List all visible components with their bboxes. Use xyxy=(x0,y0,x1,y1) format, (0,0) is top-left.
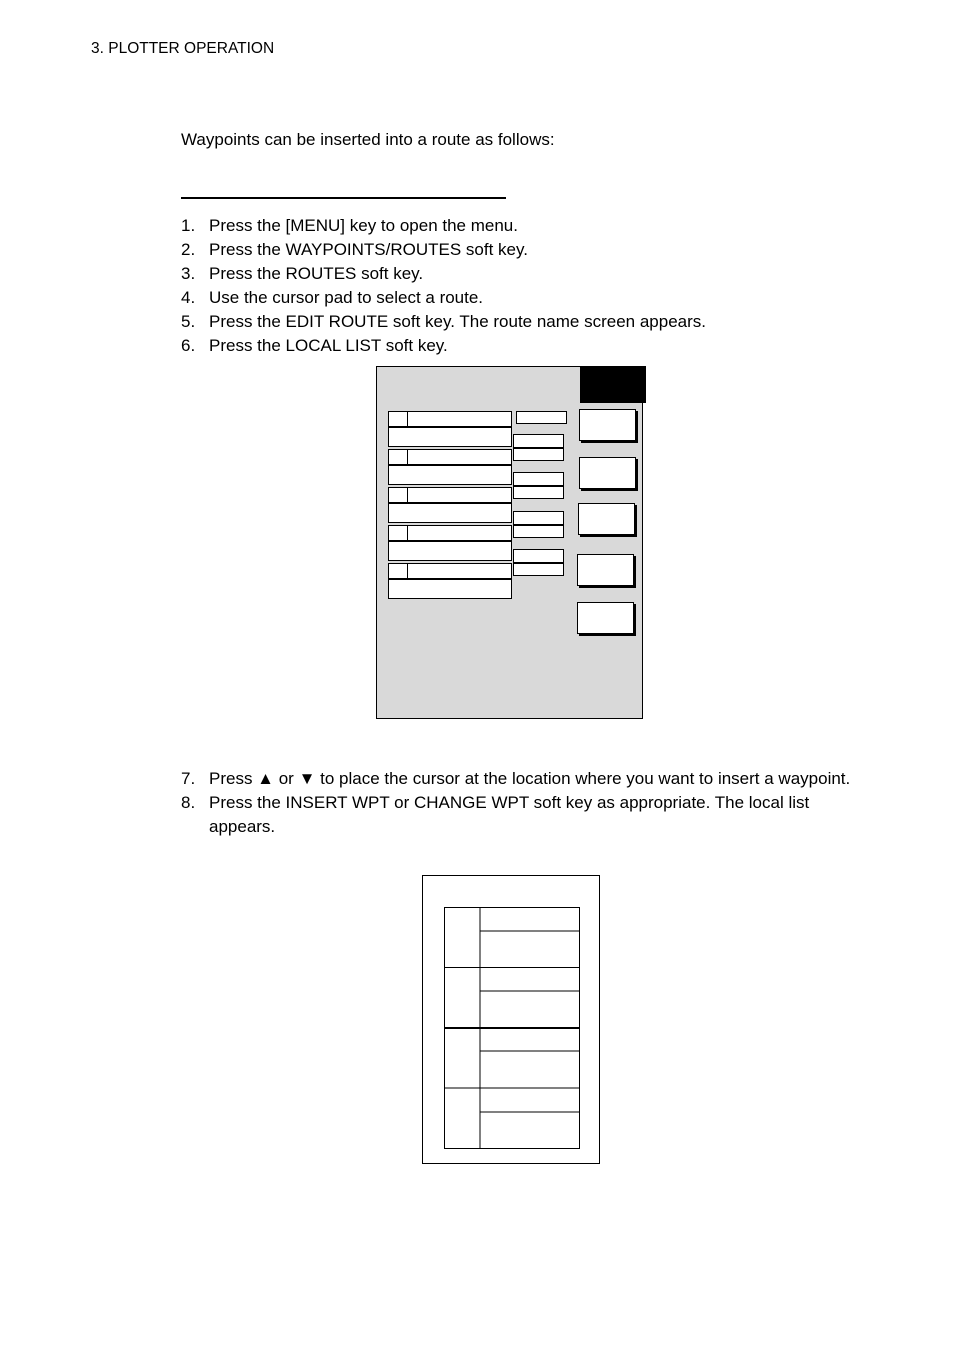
step-7 xyxy=(181,767,861,791)
value-cell xyxy=(516,411,567,424)
value-cell xyxy=(513,448,564,461)
step-text: Press the INSERT WPT or CHANGE WPT soft key as appropriate. The local list appears. xyxy=(209,793,810,836)
step-3 xyxy=(181,262,861,286)
step-number: 4. xyxy=(181,288,196,307)
step-text: Press the [MENU] key to open the menu. xyxy=(209,216,518,235)
step-list-2 xyxy=(181,767,861,839)
value-cell xyxy=(513,472,564,486)
local-list-grid-lines xyxy=(444,907,580,1149)
step-number: 3. xyxy=(181,264,196,283)
value-cell xyxy=(513,525,564,538)
step-text: Press the LOCAL LIST soft key. xyxy=(209,336,448,355)
value-cell xyxy=(513,563,564,576)
step-text: Press ▲ or ▼ to place the cursor at the location where you want to insert a waypoint. xyxy=(209,769,851,788)
step-2 xyxy=(181,238,861,262)
step-5 xyxy=(181,310,861,334)
route-row[interactable] xyxy=(388,541,512,561)
step-number: 6. xyxy=(181,336,196,355)
intro-text: Waypoints can be inserted into a route as follows: xyxy=(181,130,555,149)
route-row[interactable] xyxy=(388,487,512,503)
local-list-grid xyxy=(444,907,580,1149)
step-number: 1. xyxy=(181,216,196,235)
step-6 xyxy=(181,334,861,358)
soft-key-3[interactable] xyxy=(578,503,635,535)
route-row[interactable] xyxy=(388,411,512,427)
section-rule xyxy=(181,197,506,199)
value-cell xyxy=(513,434,564,448)
step-1 xyxy=(181,214,861,238)
step-number: 7. xyxy=(181,769,196,788)
soft-key-5[interactable] xyxy=(577,602,634,634)
soft-key-4[interactable] xyxy=(577,554,634,586)
step-number: 8. xyxy=(181,793,196,812)
step-text: Press the ROUTES soft key. xyxy=(209,264,424,283)
step-text: Press the WAYPOINTS/ROUTES soft key. xyxy=(209,240,528,259)
route-row[interactable] xyxy=(388,449,512,465)
step-4 xyxy=(181,286,861,310)
value-cell xyxy=(513,549,564,563)
route-row[interactable] xyxy=(388,563,512,579)
page-header: 3. PLOTTER OPERATION xyxy=(91,40,275,57)
soft-key-2[interactable] xyxy=(579,457,636,489)
step-8 xyxy=(181,791,861,839)
step-text: Use the cursor pad to select a route. xyxy=(209,288,484,307)
step-number: 2. xyxy=(181,240,196,259)
screen-tab xyxy=(580,366,646,403)
step-number: 5. xyxy=(181,312,196,331)
route-row[interactable] xyxy=(388,427,512,447)
step-text: Press the EDIT ROUTE soft key. The route name screen appears. xyxy=(209,312,706,331)
value-cell xyxy=(513,486,564,499)
route-row[interactable] xyxy=(388,465,512,485)
step-list-1 xyxy=(181,214,861,358)
value-cell xyxy=(513,511,564,525)
route-row[interactable] xyxy=(388,503,512,523)
soft-key-1[interactable] xyxy=(579,409,636,441)
route-row[interactable] xyxy=(388,579,512,599)
route-row[interactable] xyxy=(388,525,512,541)
